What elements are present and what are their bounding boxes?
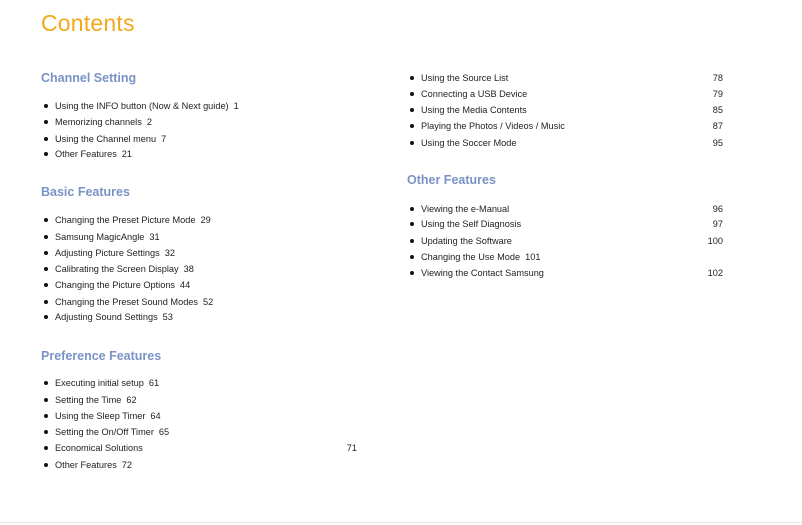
toc-item-label: Setting the On/Off Timer — [55, 427, 154, 437]
bullet-icon — [44, 235, 48, 239]
toc-item-sleep-timer[interactable] — [44, 409, 161, 423]
bullet-icon — [44, 283, 48, 287]
toc-item-label: Viewing the e-Manual — [421, 204, 510, 214]
bullet-icon — [44, 137, 48, 141]
footer-divider — [0, 522, 802, 523]
toc-item-economical-solutions[interactable] — [44, 441, 143, 455]
toc-item-page: 85 — [712, 105, 723, 115]
toc-item-page: 87 — [712, 121, 723, 131]
toc-item-page: 64 — [150, 411, 161, 421]
toc-item-label: Changing the Preset Sound Modes — [55, 297, 199, 307]
bullet-icon — [44, 104, 48, 108]
toc-item-label: Using the INFO button (Now & Next guide) — [55, 101, 229, 111]
toc-item-self-diagnosis[interactable] — [410, 217, 521, 231]
toc-item-label: Connecting a USB Device — [421, 89, 528, 99]
toc-item-e-manual[interactable] — [410, 202, 509, 216]
bullet-icon — [410, 92, 414, 96]
toc-item-use-mode[interactable] — [410, 250, 540, 264]
toc-item-initial-setup[interactable] — [44, 376, 159, 390]
toc-item-page: 38 — [183, 264, 194, 274]
toc-item-preset-picture-mode[interactable] — [44, 213, 211, 227]
toc-item-label: Using the Self Diagnosis — [421, 219, 522, 229]
toc-item-page: 31 — [149, 232, 160, 242]
toc-item-channel-menu[interactable] — [44, 132, 166, 146]
toc-item-page: 2 — [146, 117, 152, 127]
toc-item-soccer-mode[interactable] — [410, 136, 517, 150]
toc-item-source-list[interactable] — [410, 71, 508, 85]
toc-item-page: 96 — [712, 204, 723, 214]
toc-item-page: 102 — [707, 268, 723, 278]
toc-item-preset-sound-modes[interactable] — [44, 295, 213, 309]
toc-item-usb-device[interactable] — [410, 87, 527, 101]
toc-item-page: 79 — [712, 89, 723, 99]
bullet-icon — [410, 141, 414, 145]
toc-item-setting-time[interactable] — [44, 393, 137, 407]
toc-item-label: Changing the Use Mode — [421, 252, 521, 262]
toc-item-page: 97 — [712, 219, 723, 229]
toc-item-other-features-channel[interactable] — [44, 147, 132, 161]
bullet-icon — [410, 207, 414, 211]
toc-item-label: Economical Solutions — [55, 443, 143, 453]
bullet-icon — [44, 300, 48, 304]
toc-item-photos-videos-music[interactable] — [410, 119, 565, 133]
toc-item-label: Other Features — [55, 460, 117, 470]
toc-item-page: 29 — [200, 215, 211, 225]
bullet-icon — [44, 218, 48, 222]
toc-item-picture-settings[interactable] — [44, 246, 175, 260]
toc-item-page: 53 — [162, 312, 173, 322]
bullet-icon — [410, 124, 414, 128]
toc-item-label: Changing the Preset Picture Mode — [55, 215, 196, 225]
bullet-icon — [44, 430, 48, 434]
toc-item-label: Viewing the Contact Samsung — [421, 268, 544, 278]
toc-item-page: 7 — [161, 134, 167, 144]
toc-item-label: Adjusting Picture Settings — [55, 248, 160, 258]
bullet-icon — [44, 381, 48, 385]
toc-item-on-off-timer[interactable] — [44, 425, 169, 439]
toc-item-media-contents[interactable] — [410, 103, 527, 117]
section-title-basic-features: Basic Features — [41, 185, 130, 199]
bullet-icon — [44, 315, 48, 319]
toc-item-label: Calibrating the Screen Display — [55, 264, 179, 274]
toc-item-sound-settings[interactable] — [44, 310, 173, 324]
toc-item-updating-software[interactable] — [410, 234, 512, 248]
toc-item-page: 72 — [121, 460, 133, 470]
toc-item-label: Using the Source List — [421, 73, 509, 83]
bullet-icon — [44, 120, 48, 124]
toc-item-page: 95 — [712, 138, 723, 148]
toc-item-label: Using the Soccer Mode — [421, 138, 517, 148]
toc-item-contact-samsung[interactable] — [410, 266, 544, 280]
bullet-icon — [44, 446, 48, 450]
bullet-icon — [410, 108, 414, 112]
section-title-preference-features: Preference Features — [41, 349, 162, 363]
toc-item-label: Updating the Software — [421, 236, 512, 246]
toc-item-label: Playing the Photos / Videos / Music — [421, 121, 565, 131]
bullet-icon — [44, 463, 48, 467]
toc-item-label: Adjusting Sound Settings — [55, 312, 158, 322]
bullet-icon — [44, 152, 48, 156]
toc-item-label: Executing initial setup — [55, 378, 144, 388]
toc-item-label: Samsung MagicAngle — [55, 232, 145, 242]
bullet-icon — [410, 76, 414, 80]
toc-item-page: 21 — [121, 149, 133, 159]
toc-item-page: 101 — [525, 252, 541, 262]
toc-item-other-features-preference[interactable] — [44, 458, 132, 472]
toc-item-page: 71 — [346, 443, 357, 453]
toc-item-page: 100 — [707, 236, 723, 246]
bullet-icon — [410, 255, 414, 259]
toc-item-label: Other Features — [55, 149, 117, 159]
toc-item-info-button[interactable] — [44, 99, 239, 113]
toc-item-label: Memorizing channels — [55, 117, 142, 127]
toc-item-label: Using the Channel menu — [55, 134, 157, 144]
toc-item-page: 44 — [180, 280, 191, 290]
bullet-icon — [410, 271, 414, 275]
toc-item-label: Setting the Time — [55, 395, 122, 405]
toc-item-page: 62 — [126, 395, 137, 405]
toc-item-calibrating-screen[interactable] — [44, 262, 194, 276]
bullet-icon — [410, 222, 414, 226]
bullet-icon — [44, 398, 48, 402]
section-title-other-features: Other Features — [407, 173, 496, 187]
page-title: Contents — [41, 10, 135, 36]
toc-item-page: 32 — [164, 248, 175, 258]
bullet-icon — [410, 239, 414, 243]
toc-item-picture-options[interactable] — [44, 278, 190, 292]
toc-item-label: Using the Media Contents — [421, 105, 527, 115]
bullet-icon — [44, 267, 48, 271]
bullet-icon — [44, 414, 48, 418]
bullet-icon — [44, 251, 48, 255]
toc-item-label: Using the Sleep Timer — [55, 411, 146, 421]
toc-item-memorizing-channels[interactable] — [44, 115, 152, 129]
toc-item-page: 1 — [233, 101, 239, 111]
toc-item-page: 52 — [203, 297, 214, 307]
section-title-channel-setting: Channel Setting — [41, 71, 137, 85]
toc-item-page: 61 — [148, 378, 160, 388]
toc-item-page: 65 — [158, 427, 170, 437]
toc-item-page: 78 — [712, 73, 723, 83]
toc-item-label: Changing the Picture Options — [55, 280, 176, 290]
toc-item-magic-angle[interactable] — [44, 230, 160, 244]
